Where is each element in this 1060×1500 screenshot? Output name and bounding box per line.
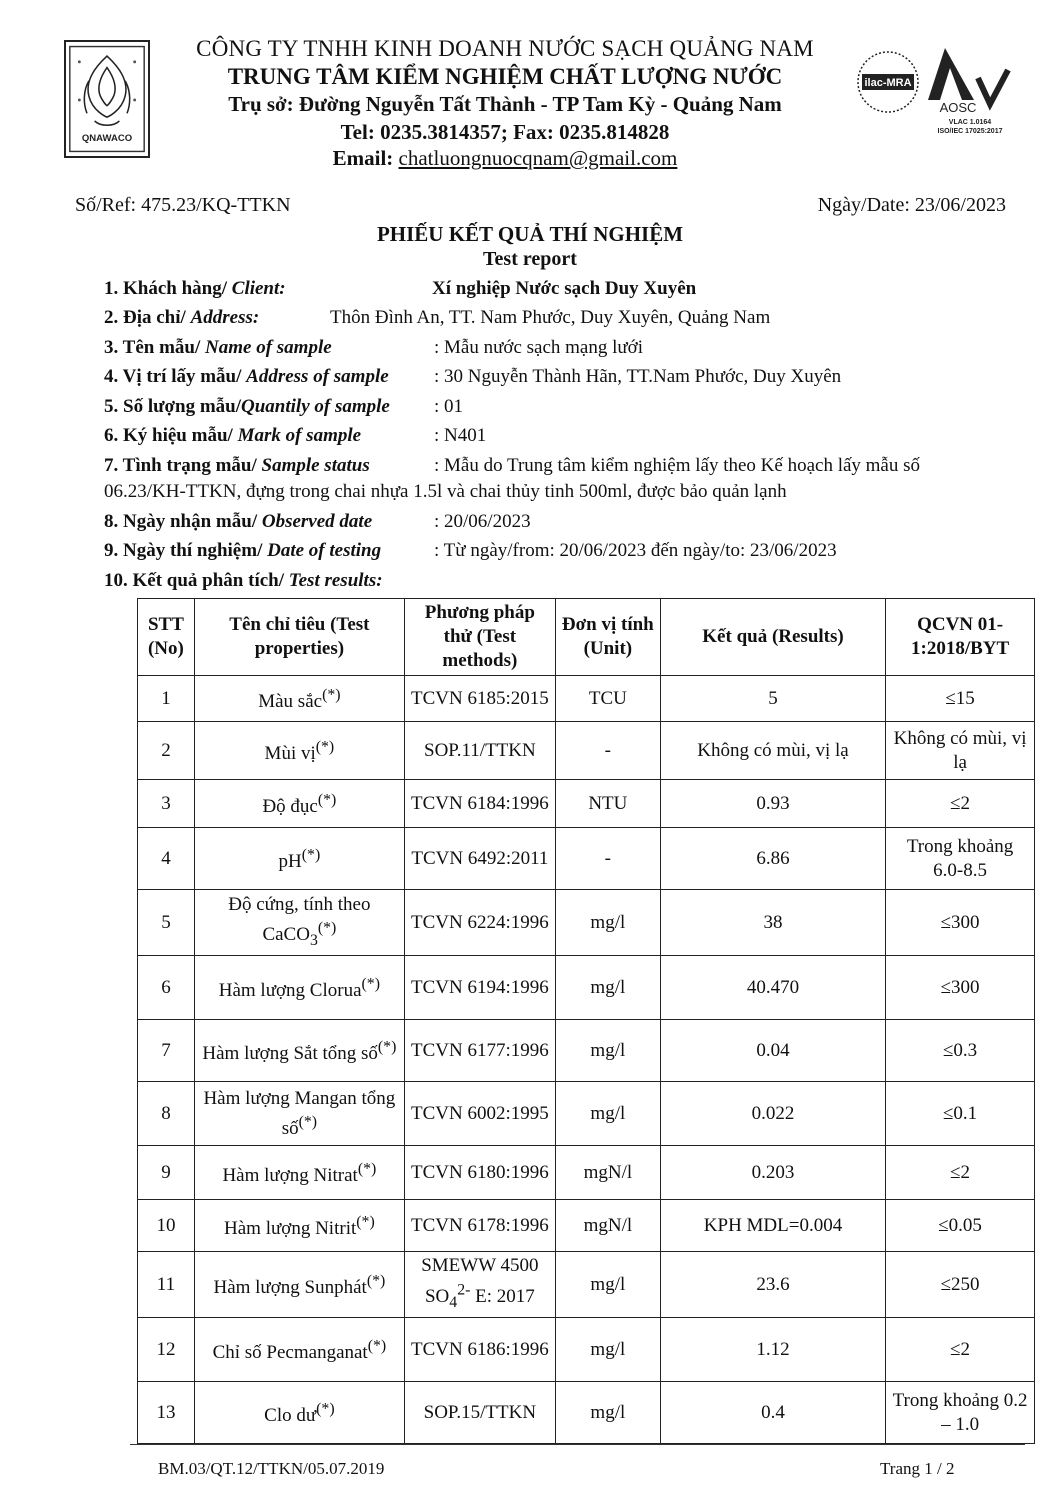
table-row	[138, 722, 1035, 780]
info-label: 7. Tình trạng mẫu/ Sample status	[104, 455, 370, 476]
accredited-mark: (*)	[315, 738, 335, 756]
accredited-mark: (*)	[361, 975, 380, 993]
cell-no: 8	[138, 1082, 195, 1146]
report-title-vi: PHIẾU KẾT QUẢ THÍ NGHIỆM	[376, 222, 684, 246]
info-value: : Mẫu nước sạch mạng lưới	[434, 337, 644, 358]
table-row	[138, 1082, 1035, 1146]
table-row	[138, 676, 1035, 722]
info-value: : 30 Nguyễn Thành Hãn, TT.Nam Phước, Duy Xuyên	[434, 366, 842, 387]
cell-qcvn: Không có mùi, vị lạ	[886, 722, 1035, 780]
cell-unit: mg/l	[555, 956, 660, 1020]
cell-method: TCVN 6224:1996	[404, 890, 555, 956]
table-header-row	[138, 599, 1035, 676]
table-row	[138, 890, 1035, 956]
cell-result: 0.93	[660, 780, 885, 828]
cell-unit: -	[555, 828, 660, 890]
reference-number: Số/Ref: 475.23/KQ-TTKN	[75, 194, 291, 216]
col-result: Kết quả (Results)	[660, 599, 885, 676]
info-label: 5. Số lượng mẫu/Quantily of sample	[104, 396, 390, 417]
cell-property: Chỉ số Pecmanganat(*)	[194, 1318, 404, 1382]
info-line	[104, 396, 464, 418]
accredited-mark: (*)	[322, 686, 341, 704]
info-line	[104, 455, 921, 477]
cell-unit: mgN/l	[555, 1146, 660, 1200]
cell-result: 5	[660, 676, 885, 722]
cell-unit: mg/l	[555, 1252, 660, 1318]
cell-unit: -	[555, 722, 660, 780]
info-value: : 20/06/2023	[434, 511, 531, 532]
info-line	[104, 366, 842, 388]
accredited-mark: (*)	[367, 1337, 387, 1355]
page-number: Trang 1 / 2	[880, 1459, 955, 1478]
cell-property: Màu sắc(*)	[194, 676, 404, 722]
table-row	[138, 956, 1035, 1020]
cell-method: TCVN 6186:1996	[404, 1318, 555, 1382]
cell-qcvn: ≤250	[886, 1252, 1035, 1318]
cell-method: SOP.15/TTKN	[404, 1382, 555, 1444]
accredited-mark: (*)	[377, 1038, 397, 1056]
svg-text:VLAC 1.0164: VLAC 1.0164	[948, 119, 992, 126]
info-line	[104, 511, 531, 533]
cell-method: TCVN 6184:1996	[404, 780, 555, 828]
cell-method: TCVN 6178:1996	[404, 1200, 555, 1252]
cell-no: 2	[138, 722, 195, 780]
info-value: : 01	[434, 396, 464, 417]
cell-qcvn: ≤15	[886, 676, 1035, 722]
report-date: Ngày/Date: 23/06/2023	[817, 194, 1006, 216]
accredited-mark: (*)	[356, 1213, 375, 1231]
cell-method: TCVN 6194:1996	[404, 956, 555, 1020]
cell-unit: mg/l	[555, 1082, 660, 1146]
cell-qcvn: ≤0.3	[886, 1020, 1035, 1082]
cell-no: 1	[138, 676, 195, 722]
cell-property: Hàm lượng Mangan tổng số(*)	[194, 1082, 404, 1146]
cell-unit: mg/l	[555, 1382, 660, 1444]
info-value: Xí nghiệp Nước sạch Duy Xuyên	[432, 278, 697, 299]
cell-no: 11	[138, 1252, 195, 1318]
cell-result: 0.022	[660, 1082, 885, 1146]
info-line	[104, 540, 837, 562]
info-line	[104, 425, 487, 447]
cell-no: 13	[138, 1382, 195, 1444]
cell-no: 9	[138, 1146, 195, 1200]
svg-text:ISO/IEC 17025:2017: ISO/IEC 17025:2017	[937, 128, 1003, 135]
cell-qcvn: ≤2	[886, 780, 1035, 828]
cell-property: Hàm lượng Sunphát(*)	[194, 1252, 404, 1318]
cell-qcvn: ≤2	[886, 1146, 1035, 1200]
table-row	[138, 1200, 1035, 1252]
accredited-mark: (*)	[301, 846, 321, 864]
cell-no: 12	[138, 1318, 195, 1382]
table-row	[138, 1382, 1035, 1444]
center-name: TRUNG TÂM KIỂM NGHIỆM CHẤT LƯỢNG NƯỚC	[227, 64, 783, 89]
cell-property: Hàm lượng Nitrat(*)	[194, 1146, 404, 1200]
info-value: Thôn Đình An, TT. Nam Phước, Duy Xuyên, Quảng Nam	[330, 307, 771, 328]
cell-property: Độ đục(*)	[194, 780, 404, 828]
company-name: CÔNG TY TNHH KINH DOANH NƯỚC SẠCH QUẢNG NAM	[196, 36, 814, 61]
cell-result: 0.4	[660, 1382, 885, 1444]
cell-no: 6	[138, 956, 195, 1020]
col-qcvn: QCVN 01-1:2018/BYT	[886, 599, 1035, 676]
info-value: 06.23/KH-TTKN, đựng trong chai nhựa 1.5l và chai thủy tinh 500ml, được bảo quản lạnh	[104, 481, 787, 502]
cell-method: TCVN 6492:2011	[404, 828, 555, 890]
cell-property: Hàm lượng Clorua(*)	[194, 956, 404, 1020]
cell-result: 38	[660, 890, 885, 956]
cell-method: TCVN 6185:2015	[404, 676, 555, 722]
cell-unit: mgN/l	[555, 1200, 660, 1252]
email-line	[160, 146, 850, 171]
cell-property: Mùi vị(*)	[194, 722, 404, 780]
table-row	[138, 828, 1035, 890]
cell-qcvn: ≤300	[886, 956, 1035, 1020]
info-line	[104, 570, 383, 592]
svg-text:AOSC: AOSC	[939, 100, 977, 115]
cell-result: KPH MDL=0.004	[660, 1200, 885, 1252]
table-row	[138, 1318, 1035, 1382]
info-line	[104, 307, 771, 329]
cell-result: Không có mùi, vị lạ	[660, 722, 885, 780]
cell-unit: NTU	[555, 780, 660, 828]
cell-method: TCVN 6002:1995	[404, 1082, 555, 1146]
cell-result: 1.12	[660, 1318, 885, 1382]
info-label: 10. Kết quả phân tích/ Test results:	[104, 570, 383, 591]
info-label: 8. Ngày nhận mẫu/ Observed date	[104, 511, 373, 532]
col-stt: STT (No)	[138, 599, 195, 676]
info-value: : Từ ngày/from: 20/06/2023 đến ngày/to: 23/06/2023	[434, 540, 837, 561]
accredited-mark: (*)	[357, 1160, 377, 1178]
cell-no: 5	[138, 890, 195, 956]
cell-qcvn: ≤2	[886, 1318, 1035, 1382]
cell-unit: mg/l	[555, 890, 660, 956]
cell-qcvn: ≤0.05	[886, 1200, 1035, 1252]
head-office-address: Trụ sở: Đường Nguyễn Tất Thành - TP Tam Kỳ - Quảng Nam	[228, 92, 782, 116]
col-unit: Đơn vị tính (Unit)	[555, 599, 660, 676]
form-code: BM.03/QT.12/TTKN/05.07.2019	[158, 1459, 385, 1478]
info-line	[104, 337, 644, 359]
info-label: 1. Khách hàng/ Client:	[104, 278, 286, 299]
cell-qcvn: ≤0.1	[886, 1082, 1035, 1146]
accredited-mark: (*)	[366, 1272, 386, 1290]
cell-result: 6.86	[660, 828, 885, 890]
cell-result: 40.470	[660, 956, 885, 1020]
cell-qcvn: Trong khoảng 6.0-8.5	[886, 828, 1035, 890]
accredited-mark: (*)	[298, 1113, 318, 1131]
cell-unit: mg/l	[555, 1318, 660, 1382]
info-label: 4. Vị trí lấy mẫu/ Address of sample	[104, 366, 389, 387]
svg-text:ilac-MRA: ilac-MRA	[864, 77, 912, 89]
cell-no: 4	[138, 828, 195, 890]
cell-no: 7	[138, 1020, 195, 1082]
cell-qcvn: Trong khoảng 0.2 – 1.0	[886, 1382, 1035, 1444]
cell-property: Độ cứng, tính theo CaCO$_3$(*)	[194, 890, 404, 956]
info-label: 9. Ngày thí nghiệm/ Date of testing	[104, 540, 382, 561]
cell-unit: TCU	[555, 676, 660, 722]
cell-result: 0.04	[660, 1020, 885, 1082]
table-row	[138, 1020, 1035, 1082]
qnawaco-logo	[64, 40, 150, 158]
table-row	[138, 1252, 1035, 1318]
cell-no: 3	[138, 780, 195, 828]
cell-property: Hàm lượng Sắt tổng số(*)	[194, 1020, 404, 1082]
info-value: : N401	[434, 425, 487, 446]
cell-result: 0.203	[660, 1146, 885, 1200]
info-line	[104, 278, 697, 300]
cell-property: Clo dư(*)	[194, 1382, 404, 1444]
cell-result: 23.6	[660, 1252, 885, 1318]
footer-rule	[130, 1444, 1025, 1445]
accredited-mark: (*)	[317, 919, 337, 937]
info-value: : Mẫu do Trung tâm kiểm nghiệm lấy theo Kế hoạch lấy mẫu số	[434, 455, 921, 476]
cell-method: TCVN 6180:1996	[404, 1146, 555, 1200]
info-label: 2. Địa chỉ/ Address:	[104, 307, 260, 328]
col-property: Tên chỉ tiêu (Test properties)	[194, 599, 404, 676]
cell-property: Hàm lượng Nitrit(*)	[194, 1200, 404, 1252]
accreditation-logos	[850, 40, 1020, 140]
cell-unit: mg/l	[555, 1020, 660, 1082]
accredited-mark: (*)	[316, 1400, 335, 1418]
info-label: 6. Ký hiệu mẫu/ Mark of sample	[104, 425, 362, 446]
test-results-table	[137, 598, 1035, 1444]
cell-property: pH(*)	[194, 828, 404, 890]
table-row	[138, 780, 1035, 828]
phone-fax: Tel: 0235.3814357; Fax: 0235.814828	[340, 120, 670, 144]
cell-method: SOP.11/TTKN	[404, 722, 555, 780]
report-title-en: Test report	[483, 248, 577, 270]
email-link[interactable]: chatluongnuocqnam@gmail.com	[398, 146, 678, 170]
cell-method: SMEWW 4500 $SO_4^{2-}$ E: 2017	[404, 1252, 555, 1318]
cell-qcvn: ≤300	[886, 890, 1035, 956]
ilac-mra-logo	[858, 52, 918, 112]
cell-no: 10	[138, 1200, 195, 1252]
aosc-logo	[928, 48, 1008, 135]
col-method: Phương pháp thử (Test methods)	[404, 599, 555, 676]
table-row	[138, 1146, 1035, 1200]
accredited-mark: (*)	[317, 791, 337, 809]
info-label: 3. Tên mẫu/ Name of sample	[104, 337, 332, 358]
cell-method: TCVN 6177:1996	[404, 1020, 555, 1082]
logo-text: QNAWACO	[81, 132, 133, 144]
email-label: Email:	[332, 146, 399, 170]
